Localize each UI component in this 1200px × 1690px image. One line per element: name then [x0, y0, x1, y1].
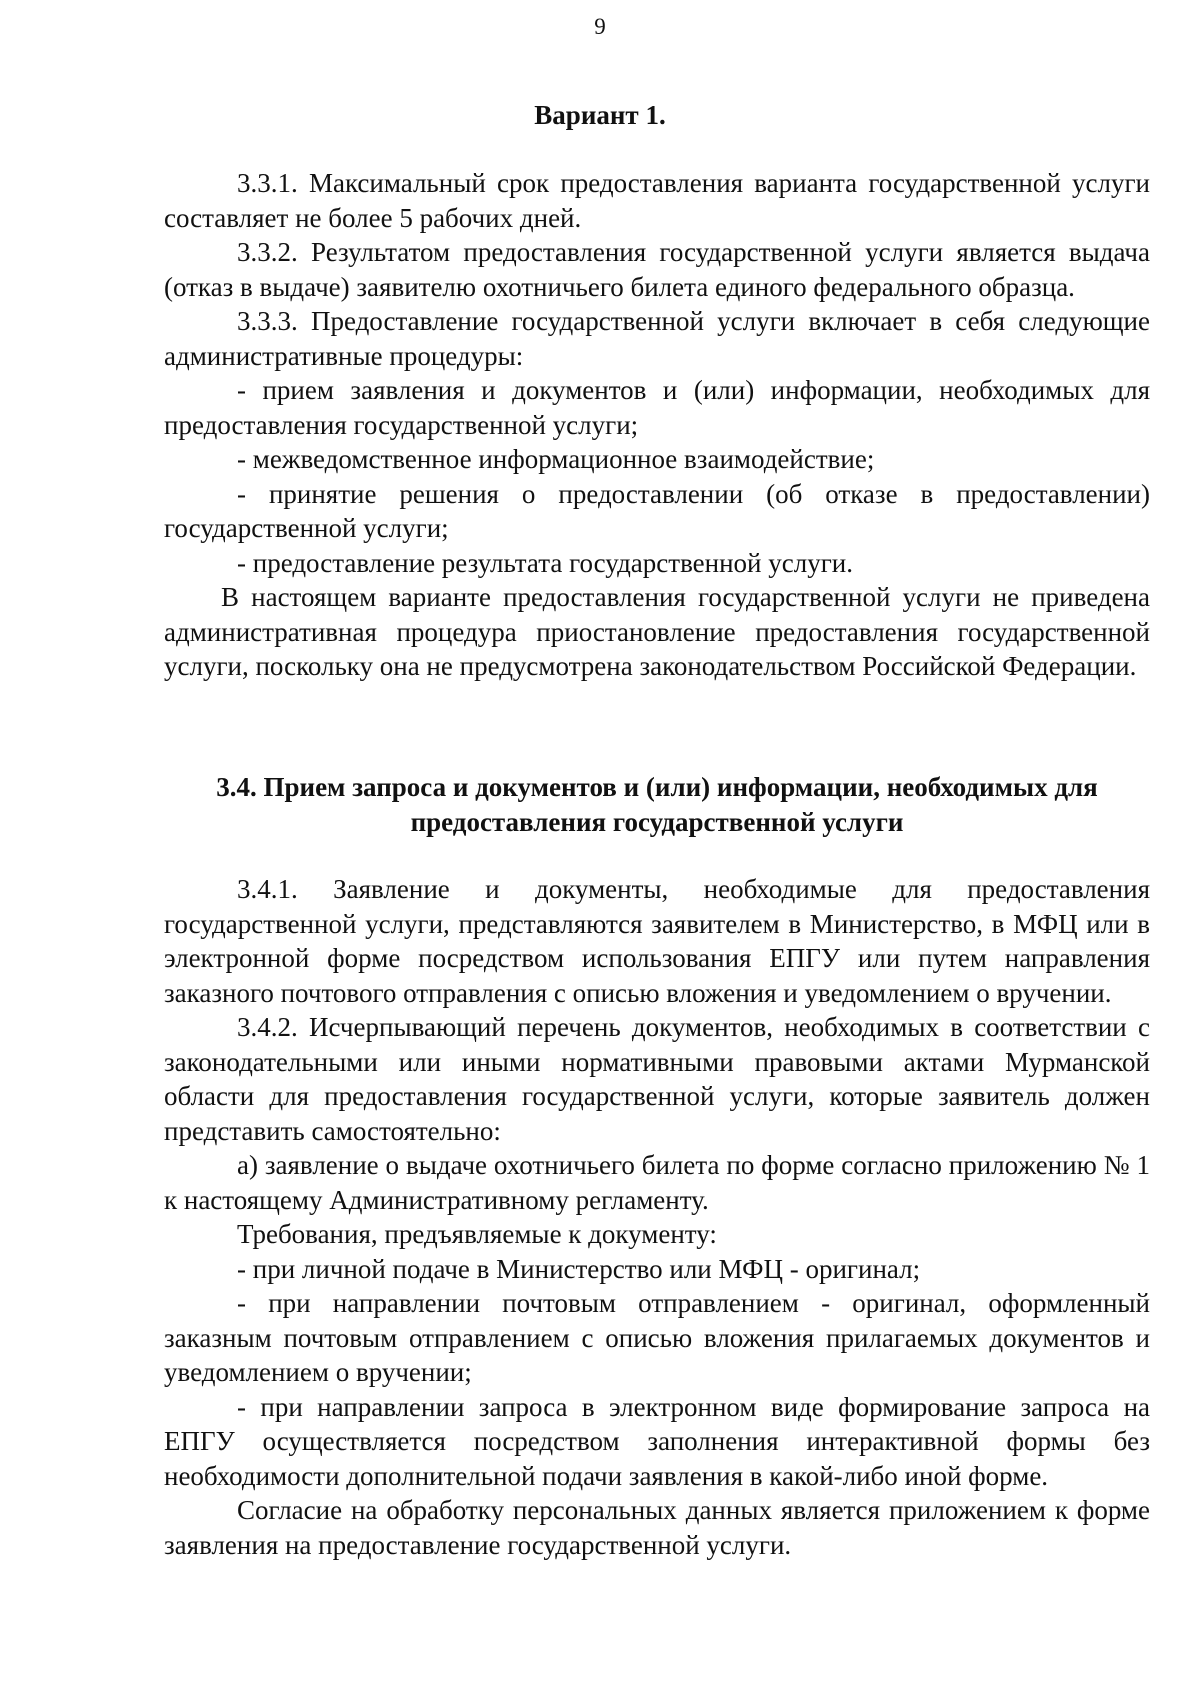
list-item-reception: - прием заявления и документов и (или) информации, необходимых для предоставления государственной услуги; — [164, 375, 1150, 440]
paragraph-consent: Согласие на обработку персональных данных является приложением к форме заявления на предоставление государственной услуги. — [164, 1495, 1150, 1560]
paragraph-item-a: а) заявление о выдаче охотничьего билета по форме согласно приложению № 1 к настоящему Административному регламенту. — [164, 1150, 1150, 1215]
paragraph-3-3-2: 3.3.2. Результатом предоставления государственной услуги является выдача (отказ в выдаче) заявителю охотничьего билета единого федерального образца. — [164, 237, 1150, 302]
page-number: 9 — [594, 14, 606, 39]
section-3-4-text — [164, 872, 1150, 1562]
paragraph-3-4-2: 3.4.2. Исчерпывающий перечень документов, необходимых в соответствии с законодательными или иными нормативными правовыми актами Мурманской области для предоставления государственной услуги, которые заявитель должен представить самостоятельно: — [164, 1012, 1150, 1146]
list-item-result: - предоставление результата государственной услуги. — [237, 547, 853, 578]
section-3-4-heading: 3.4. Прием запроса и документов и (или) информации, необходимых для предоставления государственной услуги — [216, 772, 1098, 837]
variant-heading: Вариант 1. — [534, 100, 666, 130]
list-item-personal: - при личной подаче в Министерство или МФЦ - оригинал; — [237, 1253, 921, 1284]
section-3-3-text — [164, 166, 1150, 684]
list-item-interagency: - межведомственное информационное взаимодействие; — [237, 444, 875, 474]
paragraph-3-3-3: 3.3.3. Предоставление государственной услуги включает в себя следующие административные процедуры: — [164, 306, 1150, 371]
list-item-postal: - при направлении почтовым отправлением - оригинал, оформленный заказным почтовым отправлением с описью вложения прилагаемых документов и уведомлением о вручении; — [164, 1288, 1150, 1387]
list-item-electronic: - при направлении запроса в электронном виде формирование запроса на ЕПГУ осуществляется посредством заполнения интерактивной формы без необходимости дополнительной подачи заявления в какой-либо иной форме. — [164, 1391, 1150, 1491]
paragraph-requirements: Требования, предъявляемые к документу: — [237, 1219, 717, 1249]
paragraph-3-4-1: 3.4.1. Заявление и документы, необходимые для предоставления государственной услуги, представляются заявителем в Министерство, в МФЦ или в электронной форме посредством использования ЕПГУ или путем направления заказного почтового отправления с описью вложения и уведомлением о вручении. — [164, 874, 1150, 1008]
paragraph-suspension-note: В настоящем варианте предоставления государственной услуги не приведена административная процедура приостановление предоставления государственной услуги, поскольку она не предусмотрена законодательством Российской Федерации. — [164, 582, 1150, 681]
list-item-decision: - принятие решения о предоставлении (об отказе в предоставлении) государственной услуги; — [164, 478, 1150, 543]
paragraph-3-3-1: 3.3.1. Максимальный срок предоставления варианта государственной услуги составляет не более 5 рабочих дней. — [164, 168, 1150, 233]
